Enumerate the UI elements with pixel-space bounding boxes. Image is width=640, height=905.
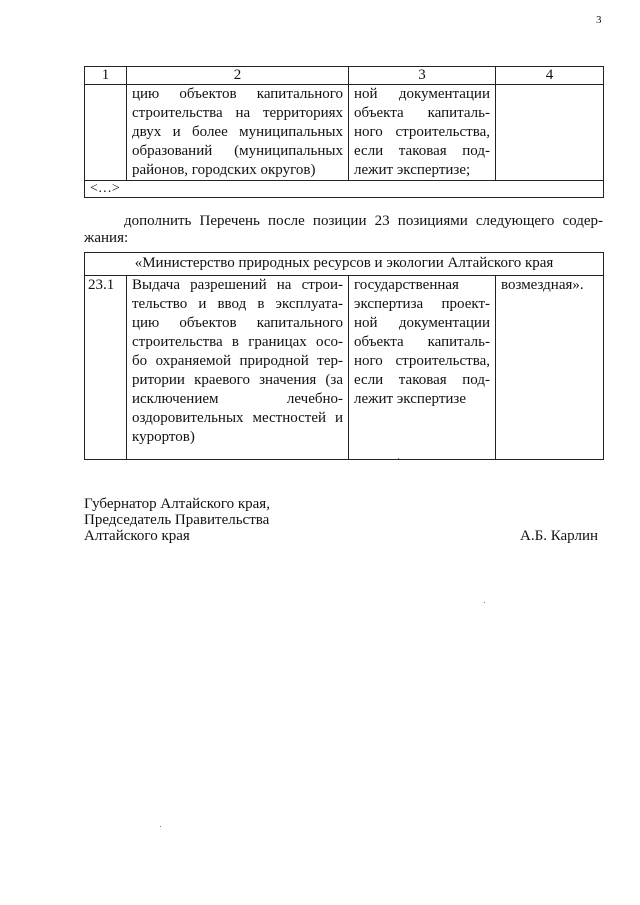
text-line: объекта капиталь-: [354, 105, 490, 121]
text-line: ритории краевого значения (за: [132, 372, 343, 388]
text-line: ной документации: [354, 315, 490, 331]
table-row-ellipsis: [85, 181, 604, 198]
instruction-paragraph: [84, 213, 603, 247]
section-title: «Министерство природных ресурсов и экологии Алтайского края: [85, 253, 604, 276]
cell-number: 23.1: [85, 276, 127, 460]
text-line: тельство и ввод в эксплуата-: [132, 296, 343, 312]
text-line: экспертиза проект-: [354, 296, 490, 312]
text-line: ного строительства,: [354, 353, 490, 369]
text-line: двух и более муниципальных: [132, 124, 343, 140]
cell-payment-basis: возмездная».: [496, 276, 604, 460]
text-line: цию объектов капитального: [132, 86, 343, 102]
text-line: курортов): [132, 429, 195, 445]
cell-required-service: [349, 276, 496, 460]
page-number: 3: [596, 14, 602, 26]
instruction-line-2: жания:: [84, 230, 129, 246]
cell-service-name: [127, 276, 349, 460]
cell-payment-basis: [496, 85, 604, 181]
text-line: ной документации: [354, 86, 490, 102]
header-col-2: 2: [127, 67, 349, 85]
text-line: строительства в границах осо-: [132, 334, 343, 350]
signature-block: [84, 496, 270, 544]
text-line: оздоровительных местностей и: [132, 410, 343, 426]
scan-speck: [398, 458, 399, 459]
signer-title-line-2: Председатель Правительства: [84, 512, 270, 528]
text-line: исключением лечебно-: [132, 391, 343, 407]
header-col-3: 3: [349, 67, 496, 85]
text-line: строительства на территориях: [132, 105, 343, 121]
text-line: государственная: [354, 277, 459, 293]
section-title-row: [85, 253, 604, 276]
text-line: ного строительства,: [354, 124, 490, 140]
cell-service-name: [127, 85, 349, 181]
signer-title-line-3: Алтайского края: [84, 528, 190, 544]
text-line: бо охраняемой природной тер-: [132, 353, 343, 369]
scan-speck: [484, 602, 485, 603]
new-position-table: [84, 252, 604, 460]
table-header-row: [85, 67, 604, 85]
text-line: районов, городских округов): [132, 162, 316, 178]
scan-speck: [160, 826, 161, 827]
text-line: лежит экспертизе;: [354, 162, 471, 178]
signer-title-line-1: Губернатор Алтайского края,: [84, 496, 270, 512]
text-line: если таковая под-: [354, 143, 490, 159]
continuation-table: [84, 66, 604, 198]
signer-name: А.Б. Карлин: [520, 528, 599, 544]
text-line: образований (муниципальных: [132, 143, 343, 159]
table-row: [85, 85, 604, 181]
cell-required-service: [349, 85, 496, 181]
text-line: если таковая под-: [354, 372, 490, 388]
text-line: цию объектов капитального: [132, 315, 343, 331]
header-col-1: 1: [85, 67, 127, 85]
ellipsis-cell: <…>: [85, 181, 604, 198]
cell-number: [85, 85, 127, 181]
text-line: объекта капиталь-: [354, 334, 490, 350]
instruction-line-1: дополнить Перечень после позиции 23 позициями следующего содер-: [124, 213, 603, 229]
text-line: Выдача разрешений на строи-: [132, 277, 343, 293]
header-col-4: 4: [496, 67, 604, 85]
table-row: [85, 276, 604, 460]
text-line: лежит экспертизе: [354, 391, 467, 407]
